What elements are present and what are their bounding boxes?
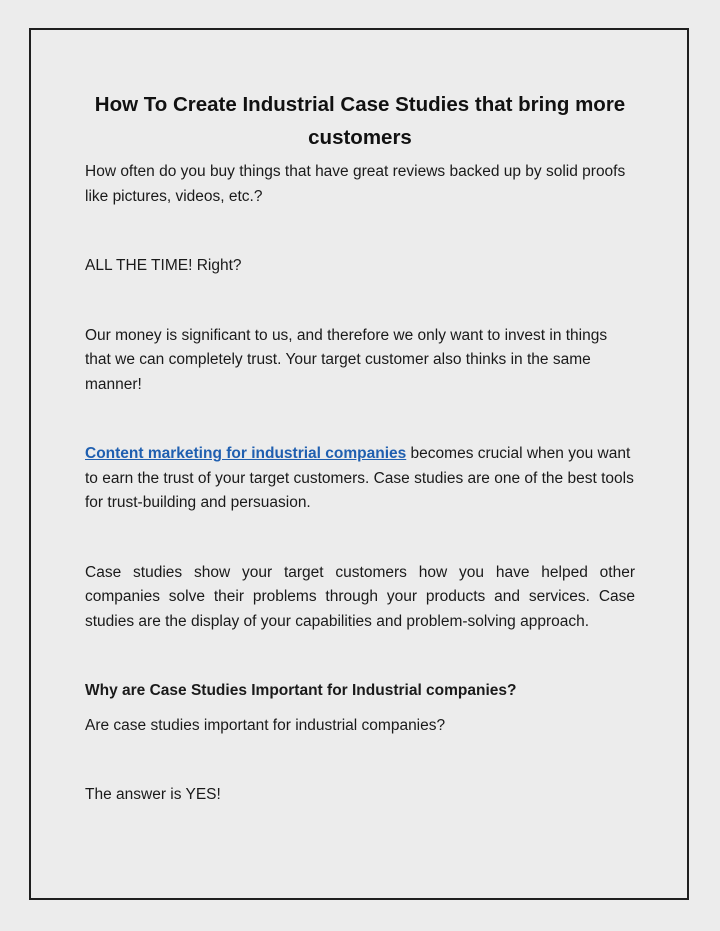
case-studies-paragraph: Case studies show your target customers how you have helped other companies solve their problems through your products and services. Case studies are the display of your capabilities and problem-solving approach. <box>85 563 635 630</box>
emphasis-paragraph: ALL THE TIME! Right? <box>85 257 242 274</box>
content-marketing-text: becomes crucial when you want to earn the trust of your target customers. Case studies are one of the best tools for trust-building and persuasion. <box>85 445 634 511</box>
trust-paragraph: Our money is significant to us, and therefore we only want to invest in things that we can completely trust. Your target customer also thinks in the same manner! <box>85 326 608 393</box>
question-paragraph: Are case studies important for industrial companies? <box>85 716 446 734</box>
answer-paragraph: The answer is YES! <box>85 786 221 803</box>
document-title: How To Create Industrial Case Studies that bring more customers <box>94 93 626 149</box>
section-subheading: Why are Case Studies Important for Industrial companies? <box>85 682 517 699</box>
content-marketing-link[interactable]: Content marketing for industrial companies <box>85 445 407 462</box>
intro-paragraph: How often do you buy things that have great reviews backed up by solid proofs like pictures, videos, etc.? <box>85 163 626 205</box>
document-body <box>85 88 635 808</box>
content-marketing-paragraph <box>85 442 635 516</box>
document-page <box>29 28 689 900</box>
